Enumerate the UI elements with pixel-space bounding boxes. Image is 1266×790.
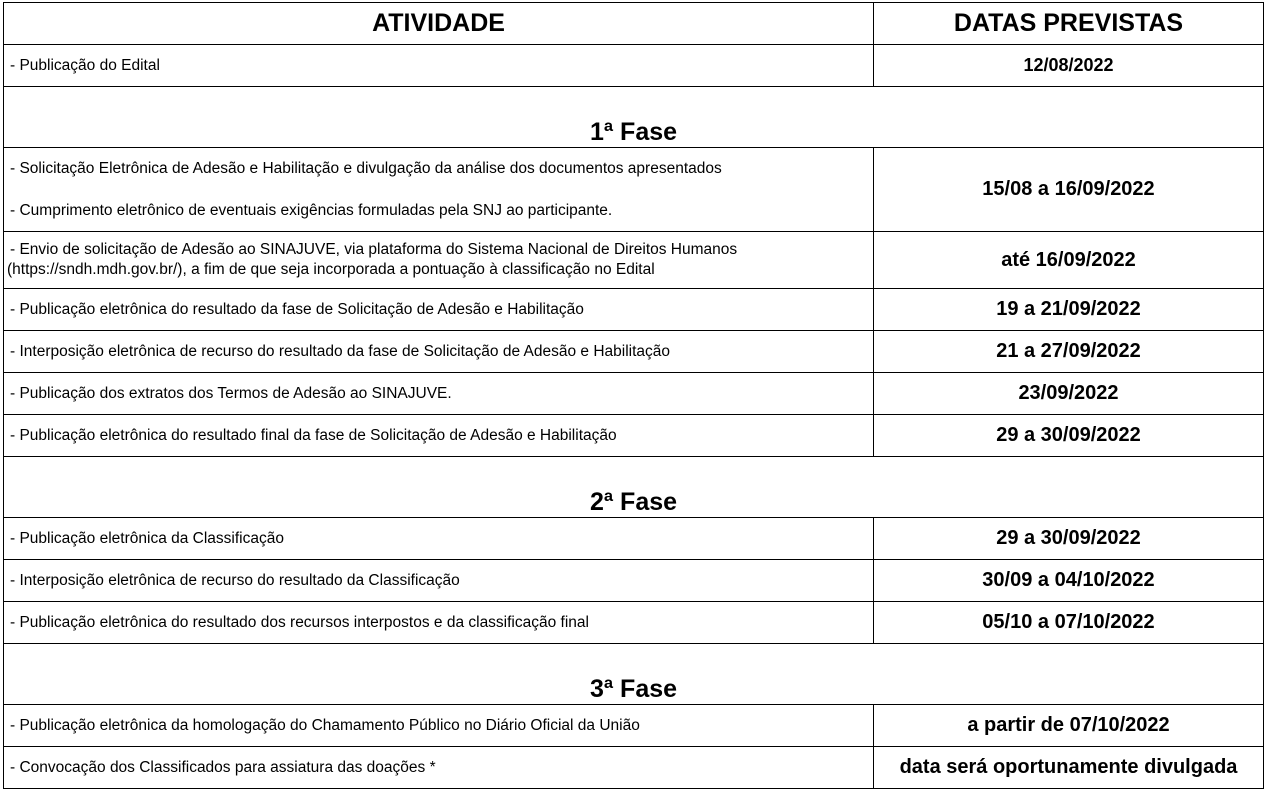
- activity-cell: - Publicação eletrônica da Classificação: [4, 518, 874, 560]
- activity-line: (https://sndh.mdh.gov.br/), a fim de que seja incorporada a pontuação à classificação no Edital: [7, 261, 655, 278]
- activity-cell: - Publicação eletrônica do resultado dos recursos interpostos e da classificação final: [4, 602, 874, 644]
- table-row: [4, 45, 1264, 87]
- table-row: [4, 289, 1264, 331]
- table-row: [4, 602, 1264, 644]
- schedule-table: [3, 2, 1264, 789]
- date-cell: 15/08 a 16/09/2022: [874, 148, 1264, 232]
- table-row: [4, 373, 1264, 415]
- activity-cell: - Interposição eletrônica de recurso do resultado da fase de Solicitação de Adesão e Habilitação: [4, 331, 874, 373]
- activity-cell: - Publicação eletrônica da homologação do Chamamento Público no Diário Oficial da União: [4, 705, 874, 747]
- date-cell: 21 a 27/09/2022: [874, 331, 1264, 373]
- date-cell: até 16/09/2022: [874, 232, 1264, 289]
- date-cell: a partir de 07/10/2022: [874, 705, 1264, 747]
- table-row: [4, 232, 1264, 289]
- date-cell: 12/08/2022: [874, 45, 1264, 87]
- header-activity: ATIVIDADE: [4, 3, 874, 45]
- activity-cell: - Publicação eletrônica do resultado da fase de Solicitação de Adesão e Habilitação: [4, 289, 874, 331]
- activity-cell: [4, 232, 874, 289]
- activity-cell: - Publicação do Edital: [4, 45, 874, 87]
- activity-cell: - Convocação dos Classificados para assiatura das doações *: [4, 747, 874, 789]
- phase-2-title: 2ª Fase: [4, 457, 1264, 518]
- date-cell: data será oportunamente divulgada: [874, 747, 1264, 789]
- activity-cell: [4, 148, 874, 232]
- phase-1-row: [4, 87, 1264, 148]
- header-row: [4, 3, 1264, 45]
- activity-cell: - Publicação eletrônica do resultado final da fase de Solicitação de Adesão e Habilitação: [4, 415, 874, 457]
- table-row: [4, 518, 1264, 560]
- phase-1-title: 1ª Fase: [4, 87, 1264, 148]
- activity-line: - Envio de solicitação de Adesão ao SINAJUVE, via plataforma do Sistema Nacional de Direitos Humanos: [10, 241, 738, 258]
- table-row: [4, 560, 1264, 602]
- table-row: [4, 747, 1264, 789]
- table-row: [4, 148, 1264, 232]
- activity-cell: - Publicação dos extratos dos Termos de Adesão ao SINAJUVE.: [4, 373, 874, 415]
- date-cell: 29 a 30/09/2022: [874, 518, 1264, 560]
- activity-line: - Cumprimento eletrônico de eventuais exigências formuladas pela SNJ ao participante.: [10, 201, 613, 219]
- phase-3-title: 3ª Fase: [4, 644, 1264, 705]
- date-cell: 29 a 30/09/2022: [874, 415, 1264, 457]
- date-cell: 05/10 a 07/10/2022: [874, 602, 1264, 644]
- activity-cell: - Interposição eletrônica de recurso do resultado da Classificação: [4, 560, 874, 602]
- activity-line: - Solicitação Eletrônica de Adesão e Habilitação e divulgação da análise dos documentos apresentados: [10, 159, 722, 177]
- date-cell: 19 a 21/09/2022: [874, 289, 1264, 331]
- phase-3-row: [4, 644, 1264, 705]
- table-row: [4, 705, 1264, 747]
- date-cell: 30/09 a 04/10/2022: [874, 560, 1264, 602]
- header-dates: DATAS PREVISTAS: [874, 3, 1264, 45]
- date-cell: 23/09/2022: [874, 373, 1264, 415]
- table-row: [4, 415, 1264, 457]
- table-row: [4, 331, 1264, 373]
- phase-2-row: [4, 457, 1264, 518]
